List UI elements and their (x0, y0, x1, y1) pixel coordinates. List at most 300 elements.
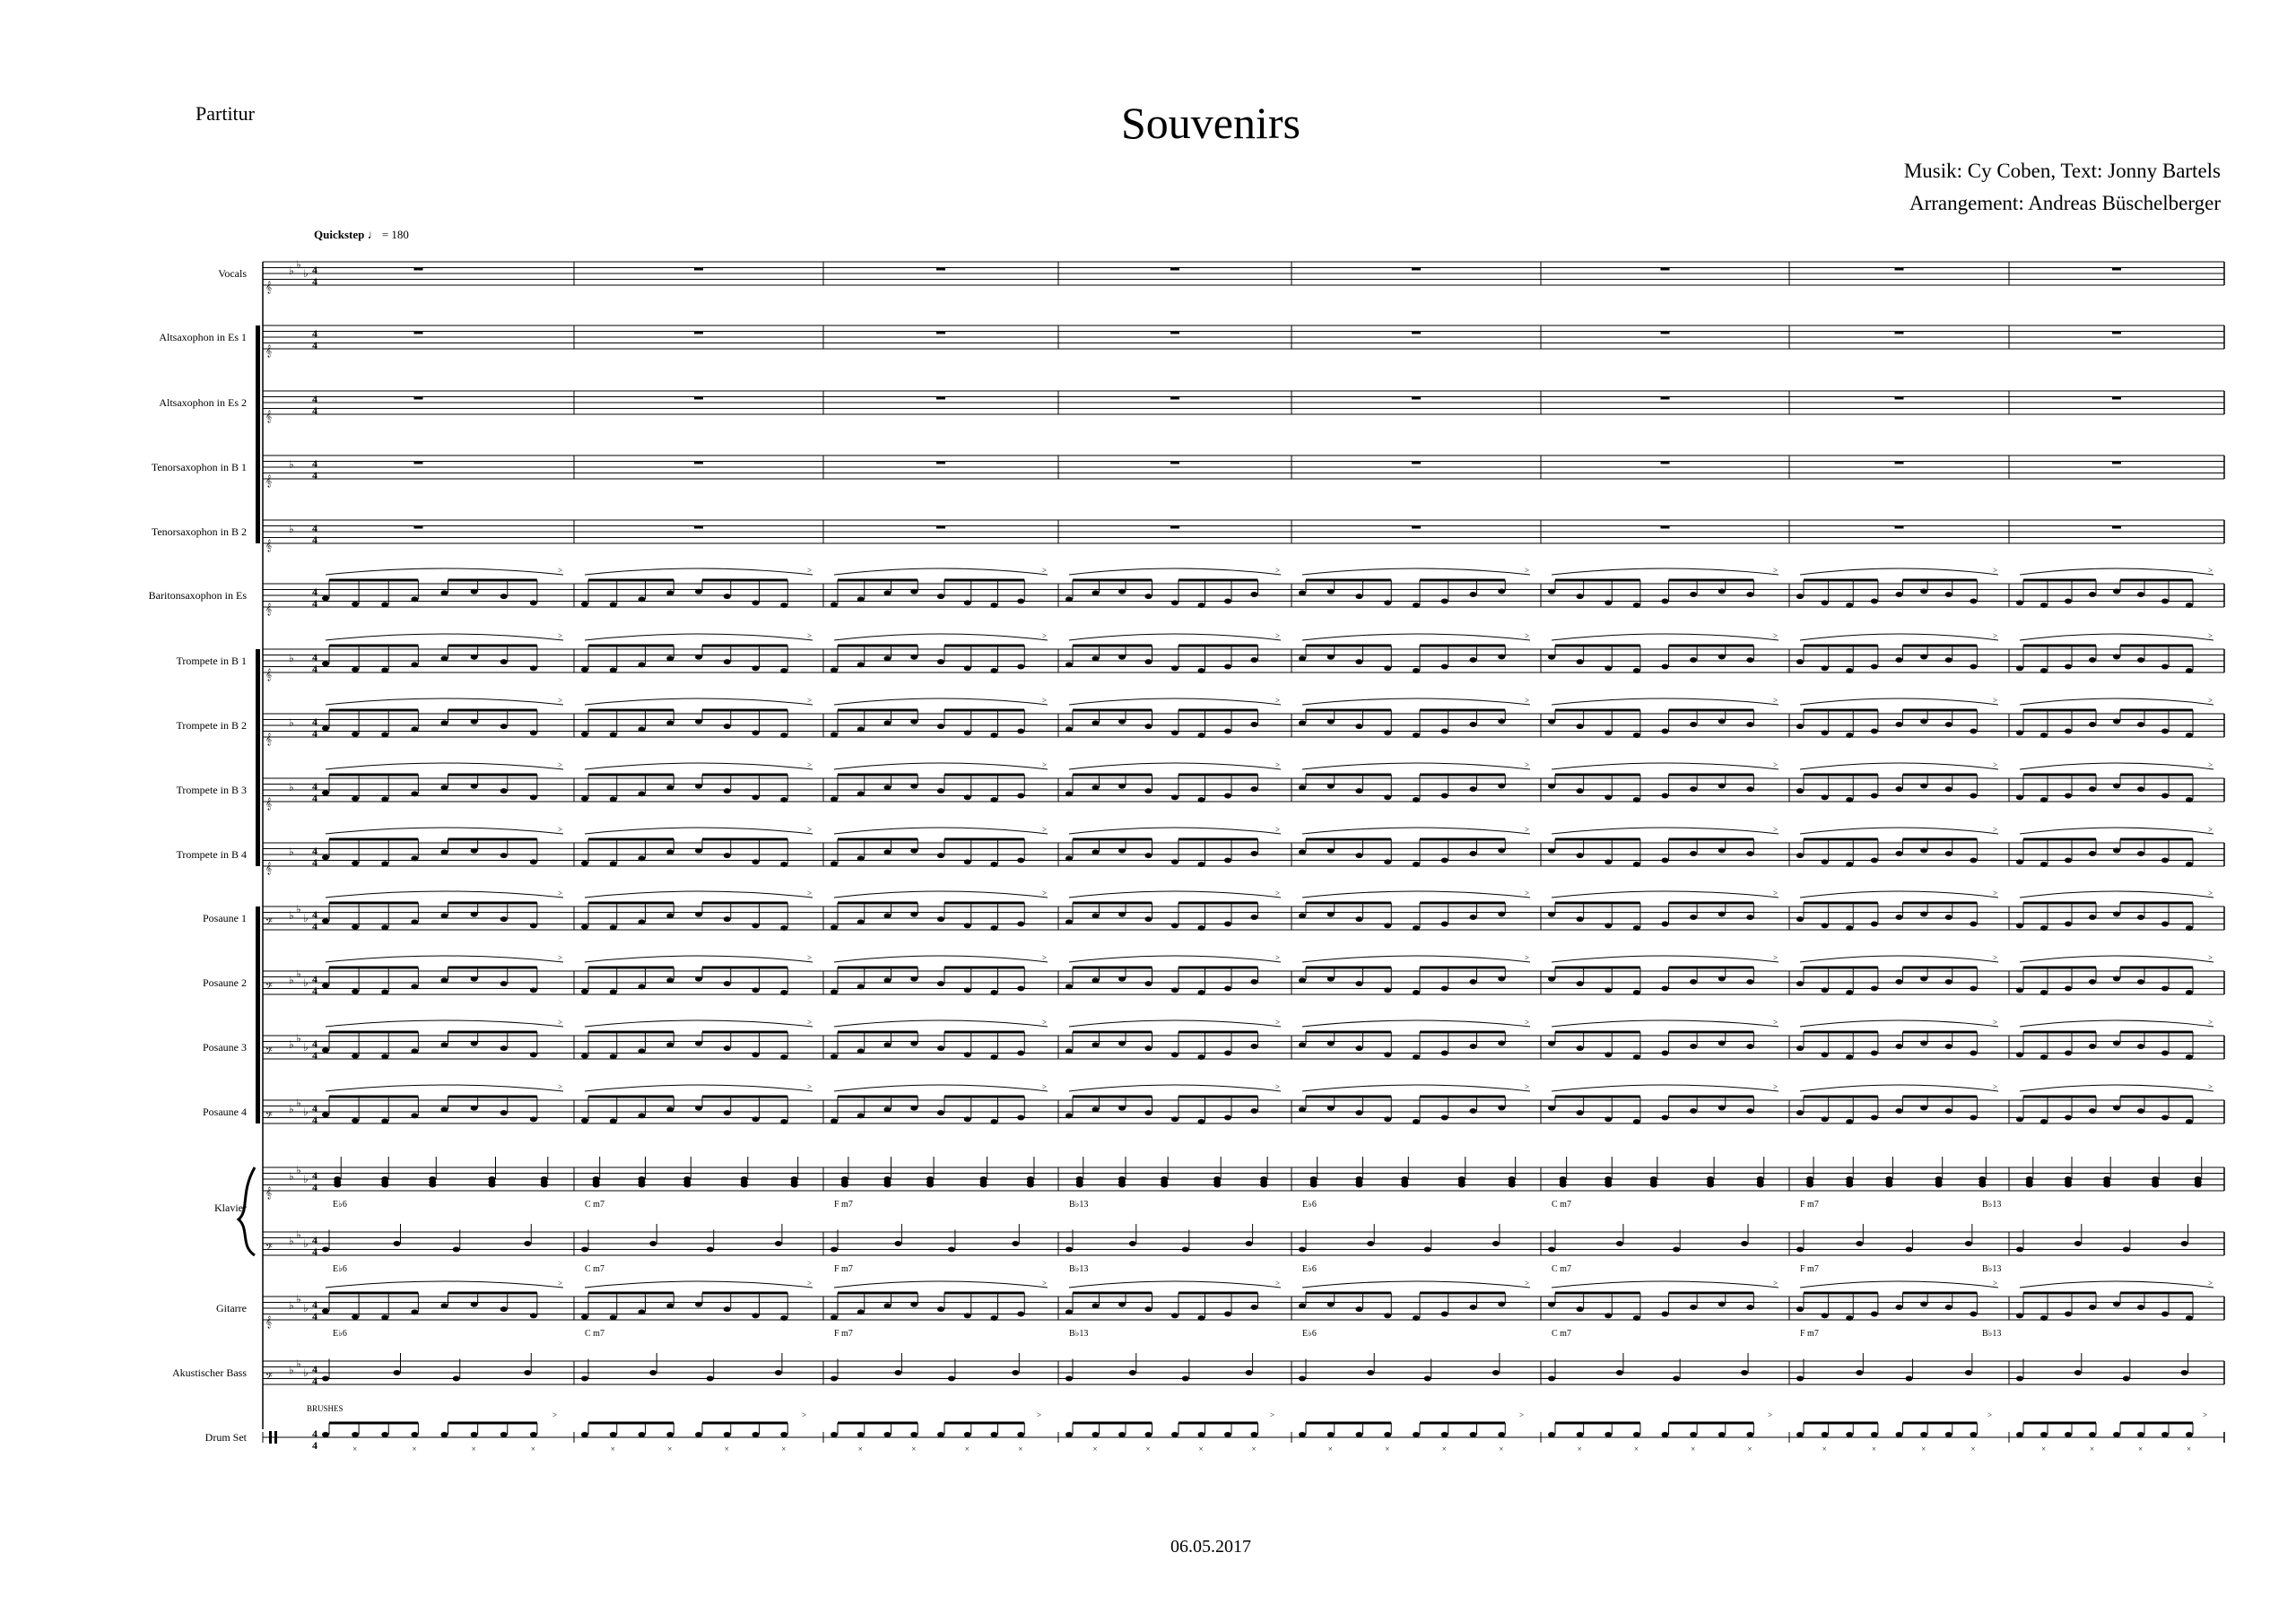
drum-notehead (1470, 1432, 1477, 1437)
notehead (381, 1054, 388, 1059)
score-type-label: Partitur (196, 102, 255, 125)
notehead (411, 919, 418, 924)
drum-notehead (1846, 1432, 1853, 1437)
notehead (1577, 981, 1584, 986)
slur (1800, 698, 1998, 705)
notehead (724, 659, 731, 664)
notehead (610, 989, 617, 994)
notehead (1577, 724, 1584, 729)
slur (834, 956, 1048, 962)
drum-notehead (500, 1432, 508, 1437)
notehead (1896, 1305, 1903, 1310)
notehead (1145, 981, 1152, 986)
time-signature-numerator: 4 (312, 973, 317, 985)
notehead (1846, 1119, 1853, 1124)
chord-symbol: F m7 (834, 1264, 853, 1274)
notehead (1384, 859, 1391, 864)
slur (1302, 634, 1530, 640)
chord-symbol: E♭6 (1302, 1200, 1317, 1210)
notehead (441, 785, 448, 790)
notehead (1746, 1044, 1753, 1049)
notehead (884, 977, 891, 983)
drum-notehead (1118, 1432, 1126, 1437)
notehead (2040, 1315, 2048, 1321)
slur (326, 763, 563, 769)
notehead (1065, 662, 1073, 667)
chord-notehead (1757, 1183, 1764, 1188)
notehead (1384, 1052, 1391, 1057)
notehead (1118, 1041, 1126, 1046)
drum-notehead (581, 1432, 588, 1437)
notehead (581, 667, 588, 672)
notehead (1492, 1370, 1500, 1375)
tempo-word: Quickstep (314, 228, 365, 241)
drum-notehead (2040, 1432, 2048, 1437)
accent-icon: > (1525, 1018, 1530, 1027)
notehead (910, 655, 918, 660)
slur (326, 1020, 563, 1027)
accent-icon: > (1275, 696, 1281, 705)
whole-rest-icon (1661, 462, 1670, 464)
notehead (1718, 718, 1726, 724)
notehead (1498, 1301, 1505, 1306)
bass-clef-icon: 𝄢 (265, 916, 273, 929)
notehead (471, 1041, 478, 1046)
notehead (831, 732, 838, 737)
notehead (1251, 786, 1258, 792)
notehead (411, 791, 418, 796)
notehead (352, 861, 359, 866)
notehead (471, 848, 478, 854)
notehead (1796, 1045, 1804, 1051)
notehead (1920, 654, 1927, 659)
chord-symbol: B♭13 (1069, 1264, 1089, 1274)
slur (585, 763, 813, 769)
notehead (1470, 657, 1477, 663)
notehead (910, 1302, 918, 1307)
time-signature-numerator: 4 (312, 1427, 317, 1440)
notehead (964, 859, 971, 864)
notehead (352, 924, 359, 930)
notehead (2040, 797, 2048, 802)
notehead (352, 1314, 359, 1320)
flat-icon: ♭ (303, 1366, 309, 1379)
slur (585, 956, 813, 962)
notehead (1896, 915, 1903, 920)
notehead (1299, 720, 1306, 725)
notehead (666, 1303, 674, 1308)
notehead (471, 655, 478, 660)
notehead (937, 981, 944, 986)
notehead (831, 1314, 838, 1320)
notehead (1577, 1306, 1584, 1312)
notehead (1224, 1311, 1231, 1316)
notehead (2089, 915, 2096, 920)
slur (326, 1085, 563, 1091)
notehead (1796, 853, 1804, 858)
flat-icon: ♭ (289, 652, 294, 664)
drum-annotation: BRUSHES (307, 1404, 344, 1413)
notehead (831, 989, 838, 994)
slur (2020, 828, 2213, 834)
slur (1302, 698, 1530, 705)
notehead (1871, 857, 1878, 863)
whole-rest-icon (2112, 526, 2121, 529)
notehead (1920, 718, 1927, 724)
whole-rest-icon (1895, 332, 1904, 334)
chord-notehead (1310, 1183, 1318, 1188)
notehead (857, 1048, 865, 1054)
chord-notehead (2152, 1183, 2159, 1188)
cymbal-x-icon: × (530, 1444, 535, 1453)
notehead (471, 589, 478, 594)
chord-notehead (489, 1183, 496, 1188)
notehead (1896, 1108, 1903, 1114)
drum-notehead (1945, 1432, 1952, 1437)
slur (1302, 891, 1530, 898)
notehead (1746, 851, 1753, 856)
notehead (500, 788, 508, 794)
notehead (1871, 921, 1878, 926)
slur (1800, 1020, 1998, 1027)
notehead (639, 1309, 646, 1314)
accent-icon: > (1773, 1082, 1779, 1091)
accent-icon: > (1773, 1018, 1779, 1027)
drum-notehead (1662, 1432, 1669, 1437)
notehead (1065, 984, 1073, 989)
chord-notehead (1935, 1183, 1943, 1188)
notehead (752, 794, 760, 800)
chord-notehead (2065, 1183, 2072, 1188)
slur (585, 828, 813, 834)
notehead (1413, 990, 1420, 995)
notehead (1970, 1115, 1977, 1121)
notehead (2016, 1313, 2023, 1318)
notehead (2016, 794, 2023, 800)
notehead (1633, 1315, 1640, 1321)
notehead (1577, 1110, 1584, 1115)
slur (834, 1085, 1048, 1091)
accent-icon: > (2208, 760, 2213, 769)
notehead (1577, 594, 1584, 599)
chord-symbol: F m7 (834, 1329, 853, 1339)
notehead (1970, 599, 1977, 604)
time-signature-denominator: 4 (312, 1375, 317, 1387)
notehead (884, 720, 891, 725)
notehead (1718, 1301, 1726, 1306)
accent-icon: > (2208, 889, 2213, 898)
notehead (441, 849, 448, 854)
slur (585, 1020, 813, 1027)
notehead (1846, 925, 1853, 931)
accent-icon: > (1275, 760, 1281, 769)
cymbal-x-icon: × (352, 1444, 358, 1453)
notehead (1945, 786, 1952, 792)
cymbal-x-icon: × (610, 1444, 615, 1453)
slur (1069, 1281, 1281, 1288)
slur (1800, 1085, 1998, 1091)
notehead (2065, 1050, 2072, 1055)
notehead (752, 1116, 760, 1122)
slur (1552, 634, 1779, 640)
chord-symbol: E♭6 (333, 1264, 347, 1274)
accent-icon: > (807, 1279, 813, 1288)
time-signature-numerator: 4 (312, 716, 317, 728)
notehead (1092, 655, 1100, 661)
notehead (1920, 976, 1927, 981)
notehead (894, 1241, 901, 1246)
notehead (1299, 590, 1306, 595)
slur (834, 698, 1048, 705)
notehead (639, 984, 646, 989)
time-signature-denominator: 4 (312, 404, 317, 417)
tempo-bpm: = 180 (381, 228, 409, 241)
chord-notehead (1118, 1183, 1126, 1188)
accent-icon: > (1993, 1018, 1998, 1027)
notehead (2161, 664, 2169, 670)
flat-icon: ♭ (289, 1038, 294, 1051)
treble-clef-icon: 𝄞 (265, 344, 273, 357)
drum-notehead (964, 1432, 971, 1437)
notehead (2186, 733, 2193, 738)
drum-notehead (2137, 1432, 2144, 1437)
chord-notehead (1076, 1183, 1083, 1188)
notehead (1718, 1040, 1726, 1045)
cymbal-x-icon: × (1327, 1444, 1333, 1453)
notehead (964, 730, 971, 735)
accent-icon: > (1525, 631, 1530, 640)
notehead (639, 1048, 646, 1054)
notehead (1741, 1241, 1748, 1246)
notehead (1718, 1105, 1726, 1110)
chord-notehead (980, 1183, 987, 1188)
notehead (1017, 921, 1024, 926)
notehead (1224, 728, 1231, 733)
accent-icon: > (802, 1410, 807, 1419)
cymbal-x-icon: × (1499, 1444, 1504, 1453)
drum-notehead (381, 1432, 388, 1437)
notehead (530, 1116, 537, 1122)
notehead (2065, 985, 2072, 991)
notehead (1092, 913, 1100, 918)
time-signature-denominator: 4 (312, 792, 317, 804)
whole-rest-icon (1412, 268, 1421, 271)
instrument-name-label: Tenorsaxophon in B 2 (151, 525, 247, 538)
notehead (831, 924, 838, 930)
notehead (1498, 976, 1505, 981)
notehead (1945, 1305, 1952, 1310)
notehead (581, 1118, 588, 1123)
drum-notehead (1171, 1432, 1178, 1437)
notehead (884, 655, 891, 661)
notehead (1718, 847, 1726, 853)
notehead (1871, 598, 1878, 603)
chord-notehead (1846, 1183, 1853, 1188)
notehead (1118, 848, 1126, 854)
notehead (322, 1308, 329, 1314)
notehead (1605, 923, 1612, 928)
slur (1552, 828, 1779, 834)
notehead (1605, 987, 1612, 993)
notehead (1492, 1241, 1500, 1246)
accent-icon: > (558, 631, 563, 640)
whole-rest-icon (2112, 397, 2121, 400)
notehead (724, 594, 731, 599)
notehead (1945, 915, 1952, 920)
notehead (2161, 986, 2169, 992)
notehead (1633, 797, 1640, 802)
treble-clef-icon: 𝄞 (265, 862, 273, 874)
flat-icon: ♭ (289, 265, 294, 277)
notehead (2113, 1301, 2120, 1306)
notehead (1171, 730, 1178, 735)
notehead (1356, 1045, 1363, 1051)
whole-rest-icon (414, 268, 423, 271)
slur (326, 698, 563, 705)
accent-icon: > (807, 1082, 813, 1091)
notehead (991, 925, 998, 931)
notehead (1470, 592, 1477, 597)
accent-icon: > (1773, 825, 1779, 834)
accent-icon: > (1042, 1279, 1048, 1288)
notehead (831, 1247, 838, 1253)
notehead (1470, 1044, 1477, 1049)
notehead (1945, 851, 1952, 856)
notehead (1871, 728, 1878, 733)
notehead (1299, 1303, 1306, 1308)
notehead (1548, 719, 1555, 724)
notehead (1224, 857, 1231, 863)
notehead (1065, 855, 1073, 861)
slur (1302, 1281, 1530, 1288)
slur (834, 634, 1048, 640)
notehead (1012, 1241, 1019, 1246)
accent-icon: > (1525, 889, 1530, 898)
notehead (857, 1309, 865, 1314)
accent-icon: > (1993, 1279, 1998, 1288)
notehead (1356, 659, 1363, 664)
notehead (752, 1313, 760, 1318)
cymbal-x-icon: × (1822, 1444, 1827, 1453)
notehead (1970, 664, 1977, 670)
chord-symbol: F m7 (1800, 1264, 1819, 1274)
notehead (639, 855, 646, 861)
notehead (2186, 797, 2193, 802)
whole-rest-icon (1412, 462, 1421, 464)
notehead (1251, 1305, 1258, 1310)
notehead (1871, 1115, 1878, 1120)
notehead (500, 853, 508, 858)
bass-clef-icon: 𝄢 (265, 1242, 273, 1254)
accent-icon: > (1275, 566, 1281, 575)
cymbal-x-icon: × (1633, 1444, 1639, 1453)
notehead (1718, 911, 1726, 916)
drum-notehead (831, 1432, 838, 1437)
trombone-bracket (256, 906, 260, 1123)
accent-icon: > (1525, 1279, 1530, 1288)
notehead (1662, 1115, 1669, 1120)
notehead (1092, 977, 1100, 983)
notehead (752, 923, 760, 928)
notehead (639, 1113, 646, 1118)
notehead (2074, 1370, 2082, 1375)
notehead (322, 1247, 329, 1253)
notehead (1299, 913, 1306, 918)
whole-rest-icon (1895, 526, 1904, 529)
notehead (2040, 990, 2048, 995)
accent-icon: > (552, 1410, 558, 1419)
accent-icon: > (1042, 566, 1048, 575)
notehead (441, 720, 448, 725)
notehead (2113, 654, 2120, 659)
slur (1552, 1020, 1779, 1027)
flat-icon: ♭ (303, 1106, 309, 1118)
notehead (964, 1052, 971, 1057)
accent-icon: > (1042, 889, 1048, 898)
whole-rest-icon (694, 397, 703, 400)
accent-icon: > (807, 696, 813, 705)
notehead (1356, 1306, 1363, 1312)
quarter-note-icon: ♩ (367, 228, 379, 241)
cymbal-x-icon: × (911, 1444, 917, 1453)
notehead (1822, 923, 1829, 928)
notehead (352, 667, 359, 672)
notehead (500, 981, 508, 986)
notehead (1970, 922, 1977, 927)
notehead (831, 861, 838, 866)
slur (2020, 1085, 2213, 1091)
notehead (1017, 664, 1024, 669)
percussion-clef-icon (269, 1431, 272, 1444)
accent-icon: > (1270, 1410, 1275, 1419)
slur (585, 634, 813, 640)
treble-clef-icon: 𝄞 (265, 603, 273, 615)
chord-notehead (841, 1183, 848, 1188)
notehead (2161, 1115, 2169, 1121)
accent-icon: > (558, 1279, 563, 1288)
notehead (666, 977, 674, 983)
notehead (322, 983, 329, 988)
chord-symbol: C m7 (1552, 1264, 1571, 1274)
chord-symbol: B♭13 (1982, 1264, 2002, 1274)
slur (834, 1281, 1048, 1288)
drum-notehead (780, 1432, 787, 1437)
notehead (780, 990, 787, 995)
notehead (1118, 589, 1126, 594)
flat-icon: ♭ (303, 976, 309, 989)
notehead (1145, 916, 1152, 922)
notehead (1896, 1044, 1903, 1049)
chord-notehead (1806, 1183, 1813, 1188)
notehead (1129, 1241, 1136, 1246)
notehead (1251, 592, 1258, 597)
slur (1800, 568, 1998, 575)
notehead (724, 1045, 731, 1051)
notehead (411, 1048, 418, 1054)
accent-icon: > (2208, 631, 2213, 640)
drum-notehead (2113, 1432, 2120, 1437)
drum-notehead (352, 1432, 359, 1437)
accent-icon: > (1773, 953, 1779, 962)
drum-notehead (2065, 1432, 2072, 1437)
flat-icon: ♭ (303, 267, 309, 280)
notehead (411, 984, 418, 989)
slur (326, 828, 563, 834)
notehead (1356, 788, 1363, 794)
slur (1069, 828, 1281, 834)
notehead (1871, 1311, 1878, 1316)
drum-notehead (471, 1432, 478, 1437)
